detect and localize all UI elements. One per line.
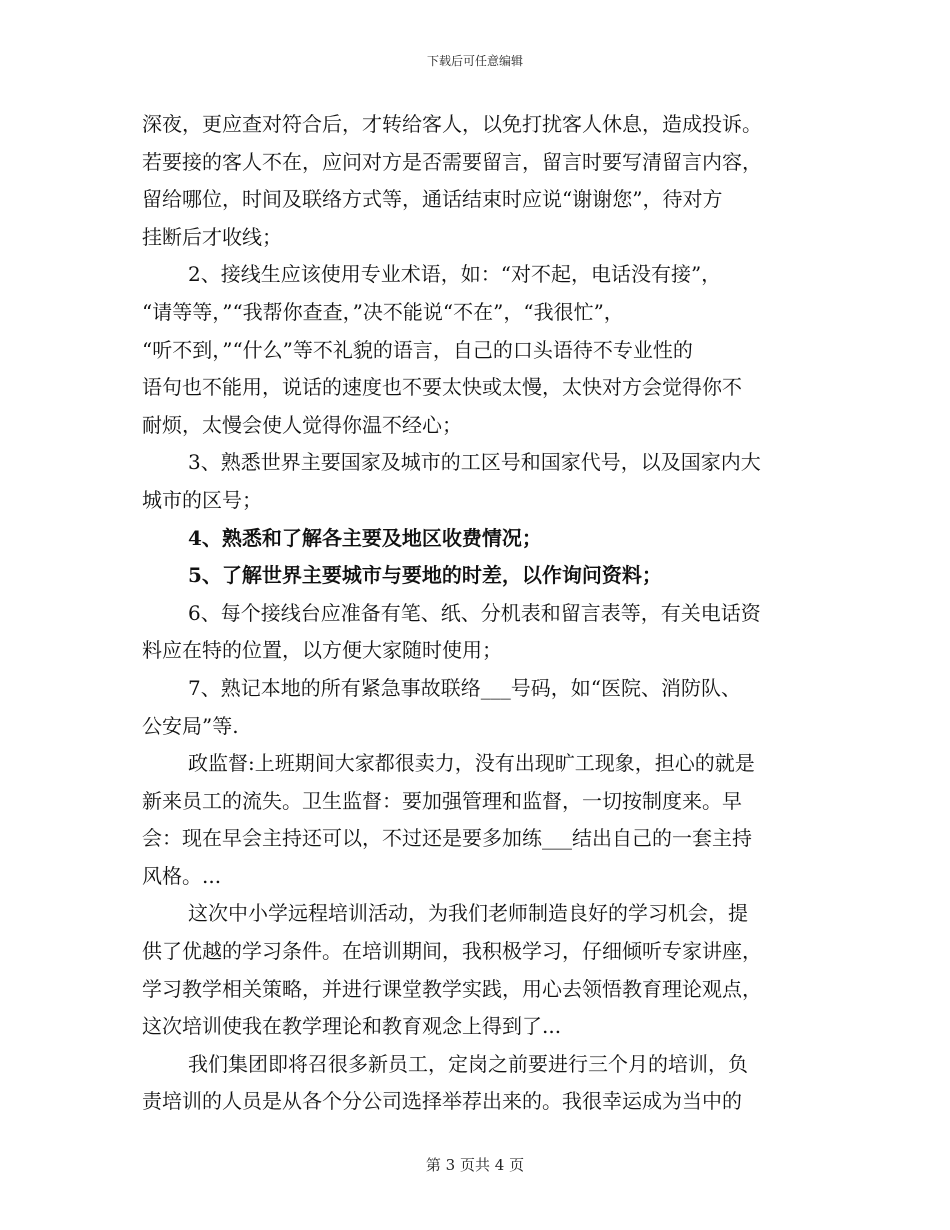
- text-line: 料应在特的位置，以方便大家随时使用；: [142, 638, 502, 663]
- text-line: 4、熟悉和了解各主要及地区收费情况；: [188, 525, 542, 550]
- text-line: 深夜，更应查对符合后，才转给客人，以免打扰客人休息，造成投诉。: [142, 112, 762, 136]
- text-line: 6、每个接线台应准备有笔、纸、分机表和留言表等，有关电话资: [188, 600, 761, 625]
- text-line: 语句也不能用，说话的速度也不要太快或太慢，太快对方会觉得你不: [142, 375, 742, 400]
- text-line: “听不到，”“什么”等不礼貌的语言，自己的口头语待不专业性的: [142, 337, 693, 362]
- text-line: 供了优越的学习条件。在培训期间，我积极学习，仔细倾听专家讲座，: [142, 939, 762, 964]
- text-line: 会：现在早会主持还可以，不过还是要多加练___结出自己的一套主持: [142, 826, 752, 851]
- text-line: 留给哪位，时间及联络方式等，通话结束时应说“谢谢您”，待对方: [142, 187, 723, 212]
- text-line: “请等等，”“我帮你查查，”决不能说“不在”，“我很忙”，: [142, 299, 624, 324]
- text-line: 这次培训使我在教学理论和教育观念上得到了...: [142, 1014, 562, 1039]
- page-footer: 第 3 页共 4 页: [425, 1156, 525, 1174]
- text-line: 我们集团即将召很多新员工，定岗之前要进行三个月的培训，负: [188, 1051, 748, 1076]
- text-line: 新来员工的流失。卫生监督：要加强管理和监督，一切按制度来。早: [142, 788, 742, 813]
- text-line: 3、熟悉世界主要国家及城市的工区号和国家代号，以及国家内大: [188, 450, 761, 475]
- text-line: 挂断后才收线；: [142, 224, 282, 249]
- text-line: 学习教学相关策略，并进行课堂教学实践，用心去领悟教育理论观点，: [142, 976, 762, 1001]
- text-line: 城市的区号；: [142, 487, 262, 512]
- document-body: [142, 106, 808, 1121]
- text-line: 2、接线生应该使用专业术语，如：“对不起，电话没有接”，: [188, 262, 722, 287]
- text-line: 这次中小学远程培训活动，为我们老师制造良好的学习机会，提: [188, 901, 748, 926]
- text-line: 公安局”等.: [142, 713, 239, 738]
- text-line: 耐烦，太慢会使人觉得你温不经心；: [142, 412, 462, 437]
- text-line: 风格。...: [142, 863, 222, 888]
- text-line: 5、了解世界主要城市与要地的时差，以作询问资料；: [188, 563, 662, 588]
- text-line: 责培训的人员是从各个分公司选择举荐出来的。我很幸运成为当中的: [142, 1089, 742, 1114]
- page-header: 下载后可任意编辑: [426, 54, 523, 68]
- text-line: 7、熟记本地的所有紧急事故联络___号码，如“医院、消防队、: [188, 675, 741, 700]
- text-line: 若要接的客人不在，应问对方是否需要留言，留言时要写清留言内容，: [142, 149, 762, 174]
- text-line: 政监督:上班期间大家都很卖力，没有出现旷工现象，担心的就是: [188, 751, 755, 776]
